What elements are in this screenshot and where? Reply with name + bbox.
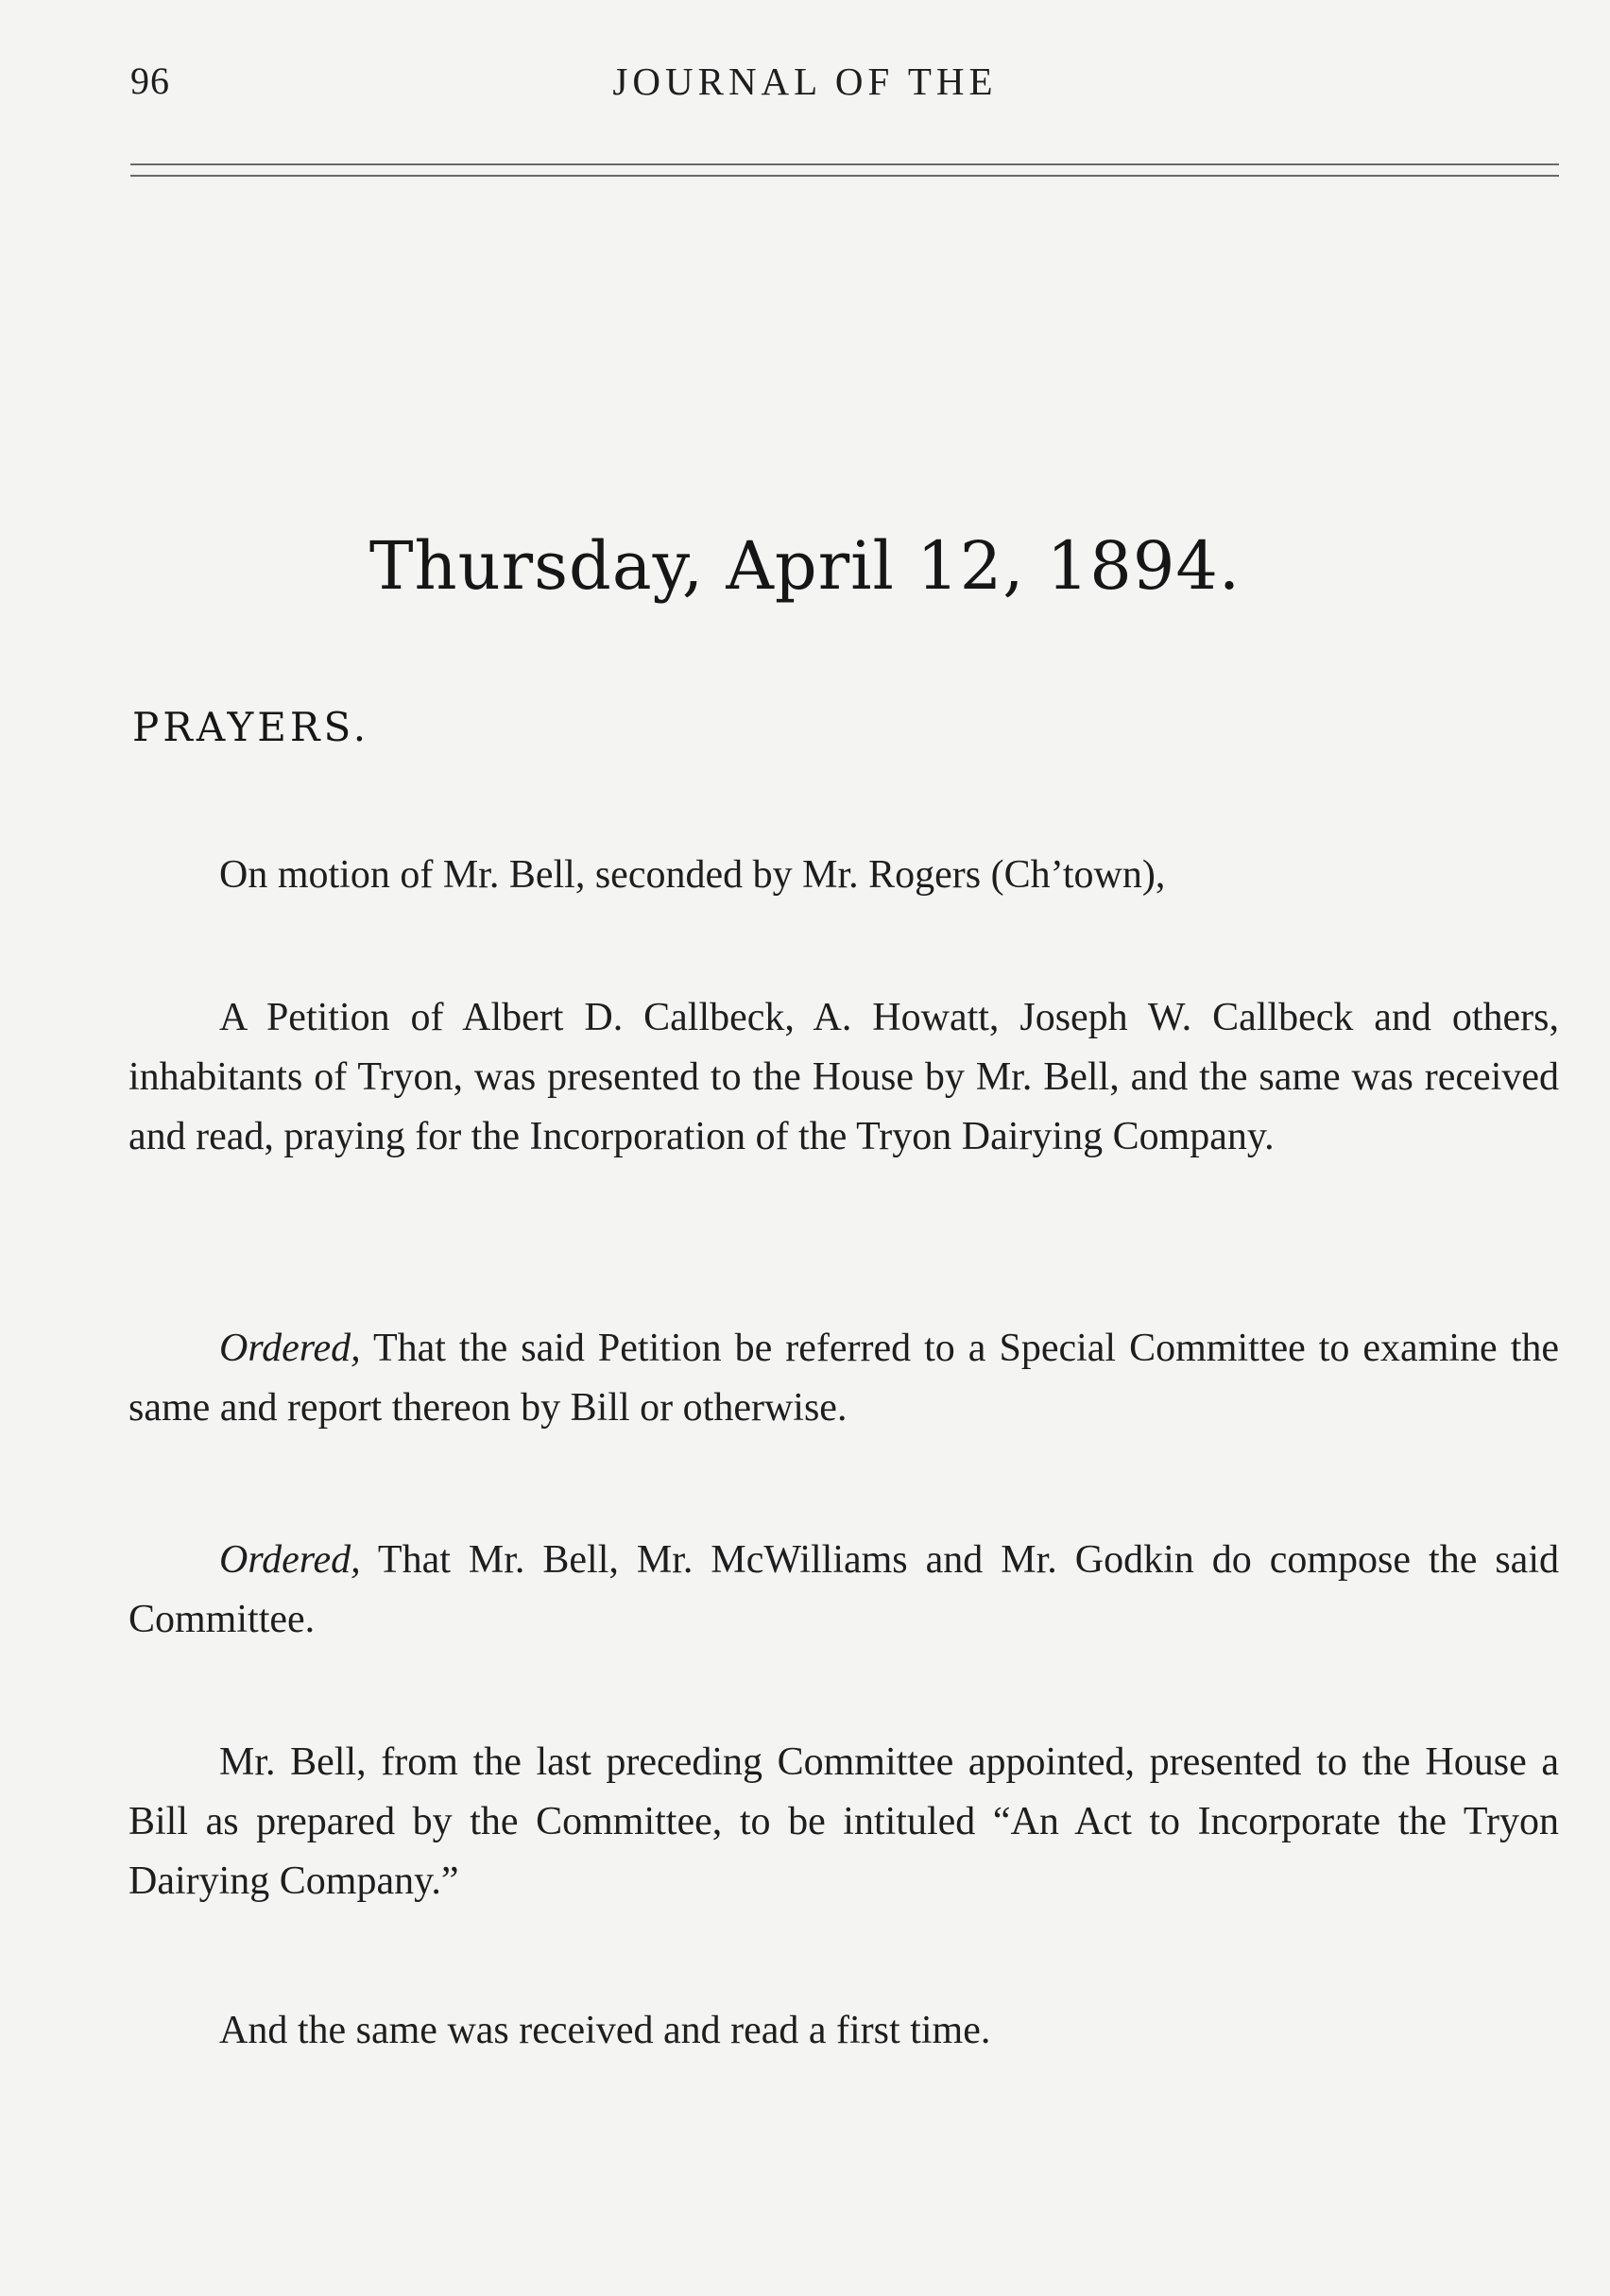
ordered-referral-text: That the said Petition be referred to a Special Committee to examine the same and report thereon by Bill or otherwise. [128,1327,1560,1430]
motion-text: On motion of Mr. Bell, seconded by Mr. Rogers (Ch’town), [219,853,1166,897]
petition-text: A Petition of Albert D. Callbeck, A. Howatt, Joseph W. Callbeck and others, inhabitants of Tryon, was presented to the House by Mr. Bell, and the same was received and read, praying for the Incorporation of the Tryon Dairying Company. [128,996,1559,1158]
ordered-committee-paragraph [128,1531,1559,1650]
header-rule [130,163,1559,177]
petition-paragraph [128,988,1559,1167]
date-heading: Thursday, April 12, 1894. [368,527,1242,605]
bill-presented-paragraph [128,1733,1559,1911]
first-reading-paragraph [128,2001,1559,2061]
page-number: 96 [130,60,170,102]
ordered-committee-text: That Mr. Bell, Mr. McWilliams and Mr. Godkin do compose the said Committee. [128,1538,1559,1641]
ordered-lead: Ordered, [219,1538,361,1582]
running-head: JOURNAL OF THE [612,60,998,103]
first-reading-text: And the same was received and read a first time. [219,2009,991,2052]
section-heading: PRAYERS. [132,704,370,750]
ordered-referral-paragraph [128,1319,1559,1438]
bill-presented-text: Mr. Bell, from the last preceding Committee appointed, presented to the House a Bill as prepared by the Committee, to be intituled “An Act to Incorporate the Tryon Dairying Company.” [128,1740,1559,1903]
ordered-lead: Ordered, [219,1327,361,1370]
motion-paragraph [128,846,1559,905]
